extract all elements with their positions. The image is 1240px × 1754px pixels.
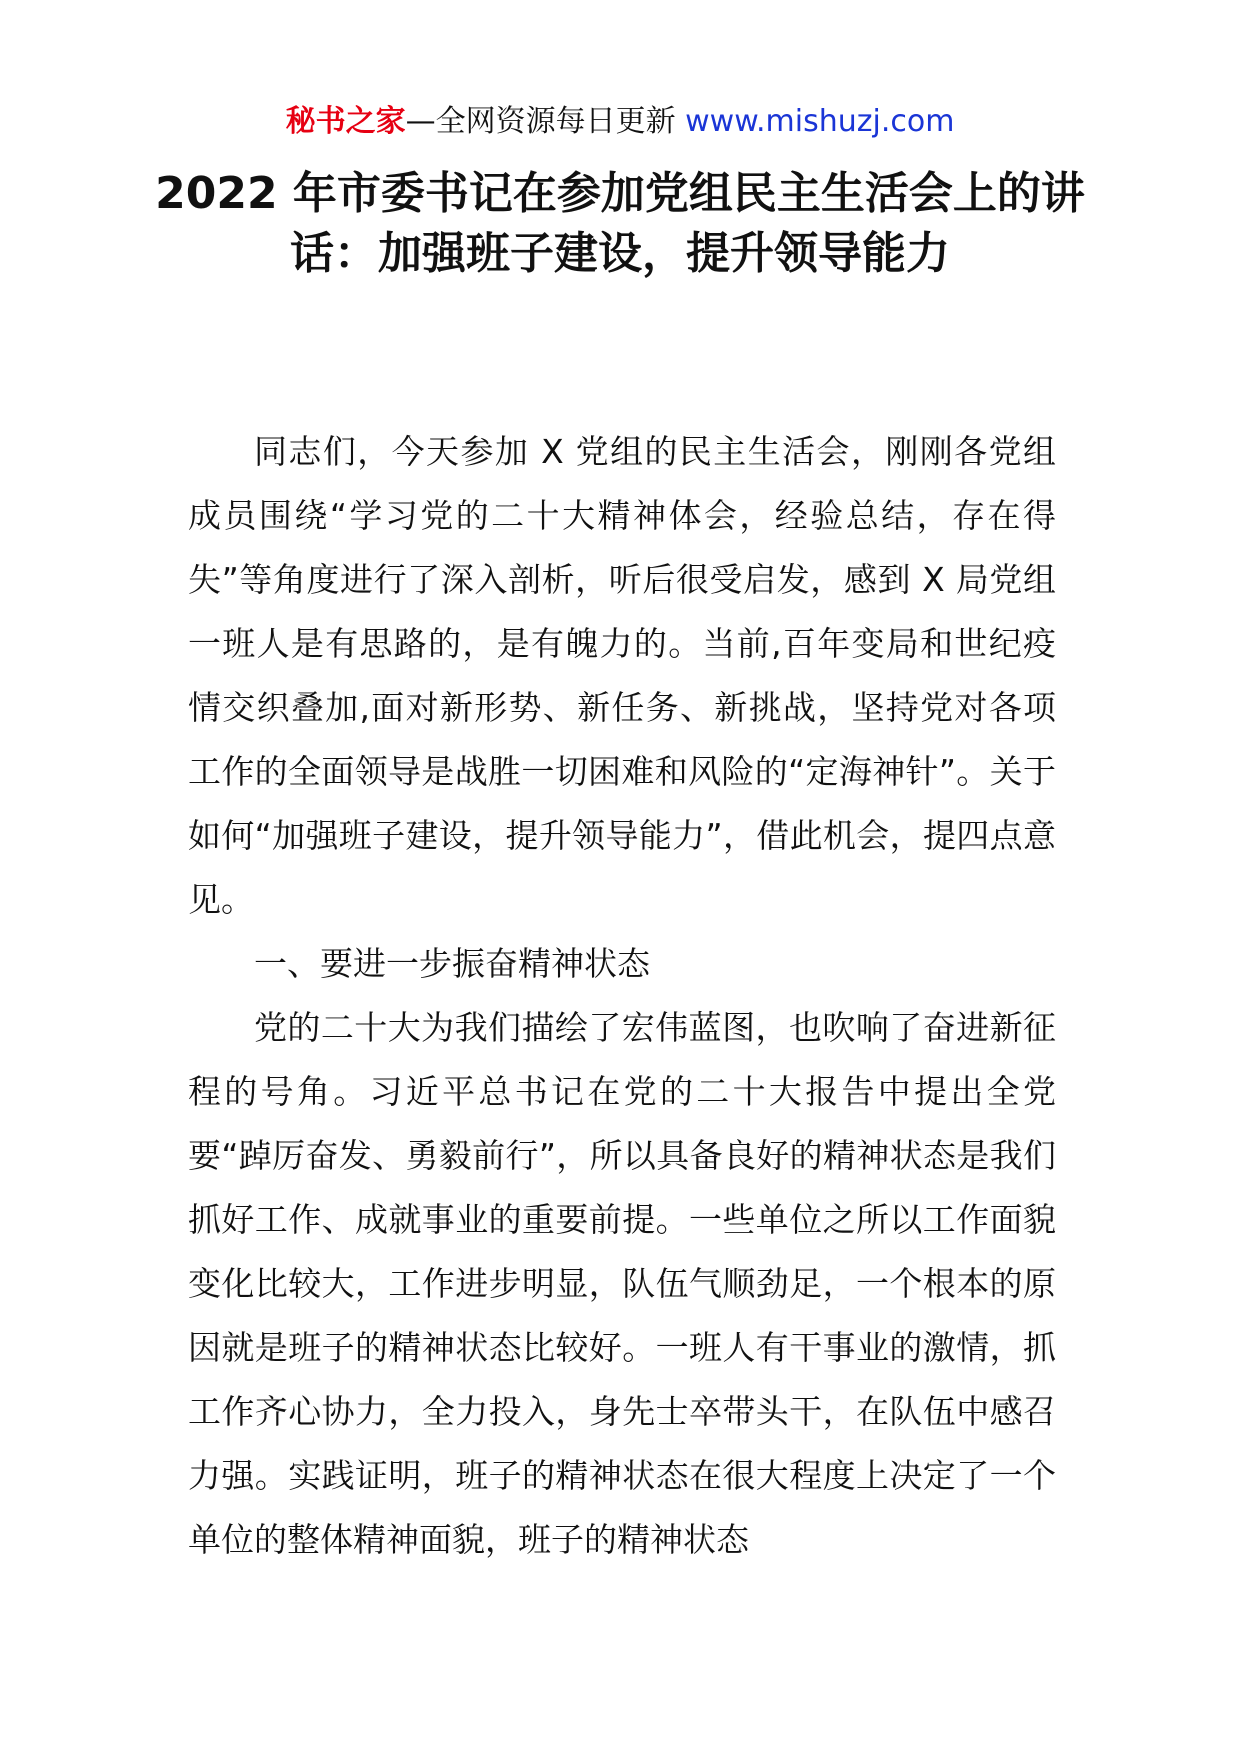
document-title: 2022 年市委书记在参加党组民主生活会上的讲话：加强班子建设，提升领导能力 [155, 168, 1085, 279]
banner-tagline: —全网资源每日更新 [405, 104, 676, 139]
site-banner [0, 100, 1240, 144]
paragraph-section-1: 党的二十大为我们描绘了宏伟蓝图，也吹响了奋进新征程的号角。习近平总书记在党的二十大报告中提出全党要“踔厉奋发、勇毅前行”，所以具备良好的精神状态是我们抓好工作、成就事业的重要前提。一些单位之所以工作面貌变化比较大，工作进步明显，队伍气顺劲足，一个根本的原因就是班子的精神状态比较好。一班人有干事业的激情，抓工作齐心协力，全力投入，身先士卒带头干，在队伍中感召力强。实践证明，班子的精神状态在很大程度上决定了一个单位的整体精神面貌，班子的精神状态 [188, 1008, 1056, 1559]
section-heading-1: 一、要进一步振奋精神状态 [254, 944, 650, 983]
document-body [188, 420, 1056, 1572]
banner-url-link[interactable]: www.mishuzj.com [685, 104, 955, 139]
paragraph-intro: 同志们，今天参加 X 党组的民主生活会，刚刚各党组成员围绕“学习党的二十大精神体会，经验总结，存在得失”等角度进行了深入剖析，听后很受启发，感到 X 局党组一班人是有思路的，是有魄力的。当前,百年变局和世纪疫情交织叠加,面对新形势、新任务、新挑战，坚持党对各项工作的全面领导是战胜一切困难和风险的“定海神针”。关于如何“加强班子建设，提升领导能力”，借此机会，提四点意见。 [188, 432, 1056, 919]
banner-brand: 秘书之家 [285, 104, 406, 139]
